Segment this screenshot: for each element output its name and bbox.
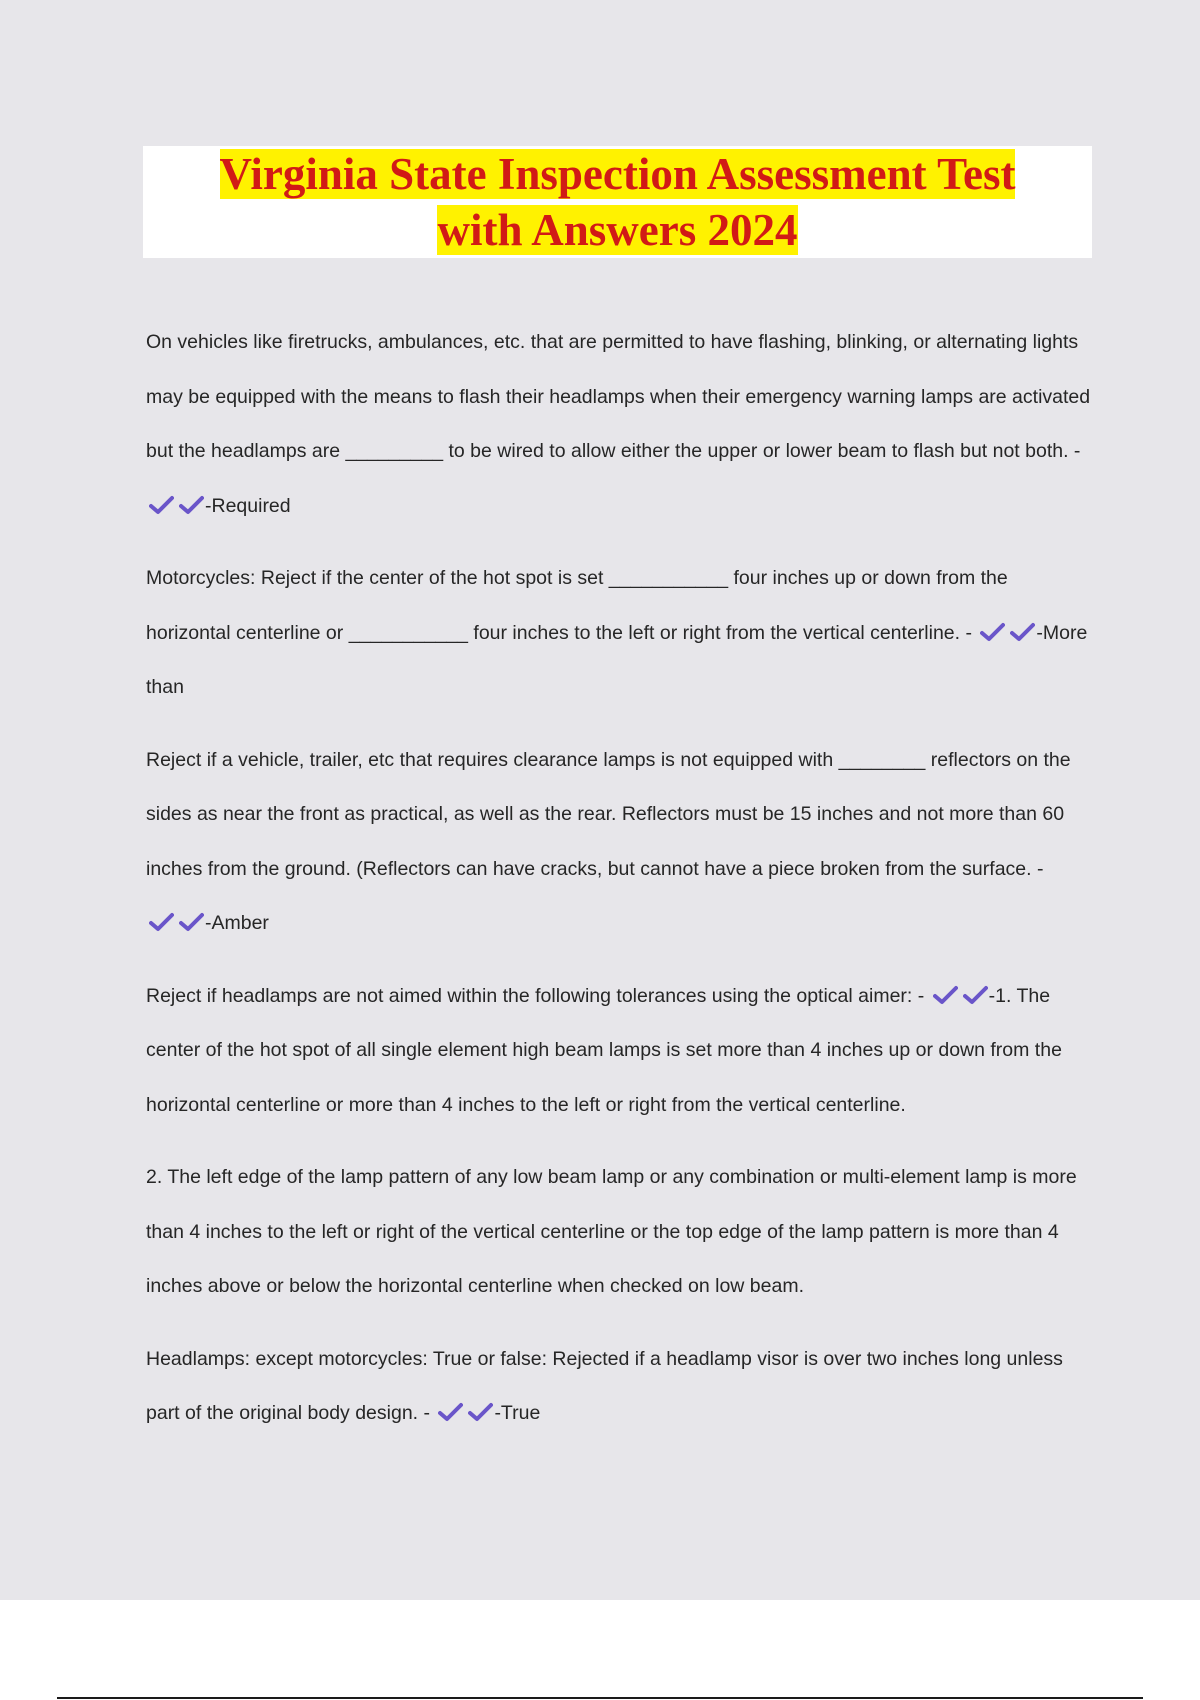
checkmark-icon — [438, 1402, 463, 1422]
question-text: Headlamps: except motorcycles: True or false: Rejected if a headlamp visor is over two inches long unless part of the original body design. - — [146, 1347, 1063, 1424]
answer-text: -Required — [205, 494, 291, 517]
question-text: Reject if a vehicle, trailer, etc that requires clearance lamps is not equipped with ________ reflectors on the sides as near the front as practical, as well as the rear. Reflectors must be 15 inches and not more than 60 inches from the ground. (Reflectors can have cracks, but cannot have a piece broken from the surface. - — [146, 748, 1071, 880]
title-box — [143, 146, 1092, 258]
answer-text: -1. The center of the hot spot of all single element high beam lamps is set more than 4 inches up or down from the horizontal centerline or more than 4 inches to the left or right from the vertical centerline. — [146, 984, 1062, 1116]
answer-text: -True — [494, 1402, 541, 1424]
checkmark-icon — [980, 622, 1005, 642]
qa-item — [146, 315, 1096, 533]
question-text: On vehicles like firetrucks, ambulances, etc. that are permitted to have flashing, blinking, or alternating lights may be equipped with the means to flash their headlamps when their emergency warning lamps are activated but the headlamps are _________ to be wired to allow either the upper or lower beam to flash but not both. - — [146, 331, 1091, 462]
question-text: 2. The left edge of the lamp pattern of any low beam lamp or any combination or multi-element lamp is more than 4 inches to the left or right of the vertical centerline or the top edge of the lamp pattern is more than 4 inches above or below the horizontal centerline when checked on low beam. — [146, 1166, 1077, 1297]
answer-text: -Amber — [205, 912, 269, 934]
qa-item — [146, 733, 1096, 951]
answer-checkmarks — [980, 622, 1035, 642]
qa-item — [146, 1150, 1096, 1314]
document-title-line-2: with Answers 2024 — [437, 205, 798, 255]
qa-item — [146, 551, 1096, 715]
checkmark-icon — [1010, 622, 1035, 642]
checkmark-icon — [179, 495, 204, 515]
checkmark-icon — [933, 985, 958, 1005]
answer-checkmarks — [149, 912, 204, 932]
checkmark-icon — [149, 495, 174, 515]
qa-list — [146, 315, 1096, 1441]
checkmark-icon — [149, 912, 174, 932]
qa-item — [146, 969, 1096, 1133]
checkmark-icon — [468, 1402, 493, 1422]
qa-item — [146, 1332, 1096, 1441]
answer-text: -More than — [146, 621, 1088, 698]
checkmark-icon — [179, 912, 204, 932]
footer-rule — [57, 1697, 1143, 1699]
question-text: Reject if headlamps are not aimed within the following tolerances using the optical aimer: - — [146, 984, 925, 1007]
document-title-line-1: Virginia State Inspection Assessment Test — [219, 149, 1016, 199]
answer-checkmarks — [438, 1402, 493, 1422]
question-text: Motorcycles: Reject if the center of the hot spot is set ___________ four inches up or down from the horizontal centerline or ___________ four inches to the left or right from the vertical centerline. - — [146, 567, 1008, 644]
answer-checkmarks — [933, 985, 988, 1005]
checkmark-icon — [963, 985, 988, 1005]
answer-checkmarks — [149, 495, 204, 515]
